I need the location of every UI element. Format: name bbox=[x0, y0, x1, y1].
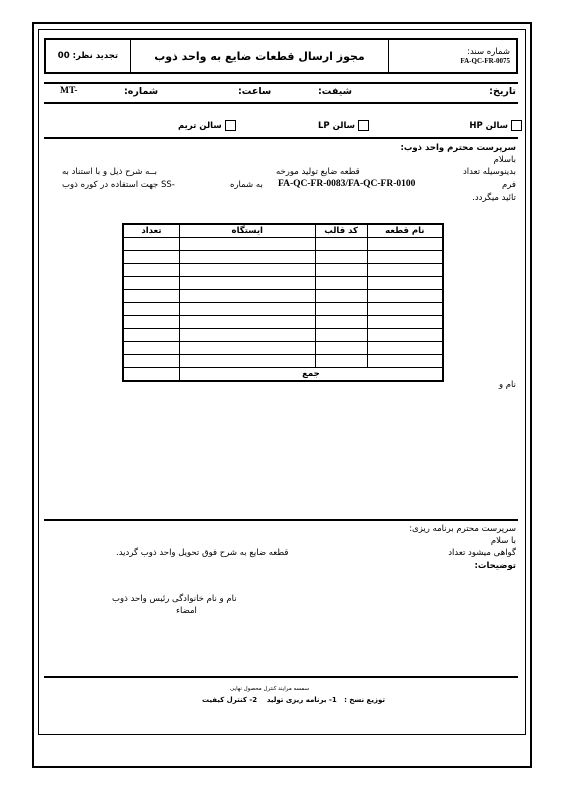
table-total-row bbox=[123, 368, 443, 382]
distribution bbox=[202, 696, 385, 704]
col-station: ایستگاه bbox=[179, 224, 315, 238]
certify-line-b: قطعه ضایع به شرح فوق تحویل واحد ذوب گردید. bbox=[116, 548, 289, 558]
table-row bbox=[123, 303, 443, 316]
copy-planning: 1- برنامه ریزی تولید bbox=[266, 696, 337, 704]
divider bbox=[44, 82, 518, 84]
table-row bbox=[123, 277, 443, 290]
notes-label: توضیحات: bbox=[474, 561, 516, 571]
hall-hp-checkbox[interactable] bbox=[511, 120, 522, 131]
table-row bbox=[123, 238, 443, 251]
divider bbox=[44, 137, 518, 139]
hall-hp-label: سالن HP bbox=[469, 121, 509, 131]
revision-text: تجدید نظر: 00 bbox=[57, 51, 119, 61]
body-line1-b: قطعه ضایع تولید مورخه bbox=[276, 167, 360, 177]
greeting: باسلام bbox=[493, 155, 516, 165]
hall-trim bbox=[178, 120, 236, 131]
addressee-planning: سرپرست محترم برنامه ریزی: bbox=[409, 524, 516, 534]
mt-label: MT- bbox=[60, 86, 78, 96]
total-label: جمع bbox=[179, 368, 443, 382]
hall-lp-label: سالن LP bbox=[318, 121, 356, 131]
distribution-label: توزیع نسخ : bbox=[344, 696, 385, 704]
time-label: ساعت: bbox=[238, 86, 272, 97]
table-row bbox=[123, 316, 443, 329]
body-line1-c: بــه شرح ذیل و با استناد به bbox=[62, 167, 157, 177]
table-header-row bbox=[123, 224, 443, 238]
doc-number-value: FA-QC-FR-0075 bbox=[460, 57, 510, 65]
divider bbox=[44, 102, 518, 104]
table-row bbox=[123, 290, 443, 303]
body-line3: تائید میگردد. bbox=[472, 193, 516, 203]
copy-quality: 2- کنترل کیفیت bbox=[202, 696, 258, 704]
body-line2-a: فرم bbox=[501, 180, 516, 190]
date-label: تاریخ: bbox=[489, 86, 516, 97]
hall-trim-checkbox[interactable] bbox=[225, 120, 236, 131]
col-mold-code: کد قالب bbox=[315, 224, 367, 238]
table-row bbox=[123, 329, 443, 342]
form-codes: FA-QC-FR-0083/FA-QC-FR-0100 bbox=[278, 179, 416, 189]
divider bbox=[44, 676, 518, 678]
document-owner: سمسه مرایند کنترل محصول نهایی bbox=[230, 686, 310, 692]
hall-lp bbox=[318, 120, 369, 131]
col-quantity: تعداد bbox=[123, 224, 179, 238]
body-line1-a: بدینوسیله تعداد bbox=[463, 167, 516, 177]
addressee-melting: سرپرست محترم واحد ذوب: bbox=[400, 143, 516, 153]
doc-number-cell bbox=[389, 40, 516, 72]
signature-name-label: نام و bbox=[498, 380, 516, 390]
table-row bbox=[123, 342, 443, 355]
shift-label: شیفت: bbox=[318, 86, 352, 97]
doc-number-label: شماره سند: bbox=[467, 47, 510, 57]
melting-head-name: نام و نام خانوادگی رئیس واحد ذوب bbox=[112, 594, 237, 604]
body-line2-b: به شماره bbox=[230, 180, 263, 190]
title-cell bbox=[131, 40, 389, 72]
table-row bbox=[123, 264, 443, 277]
body-line2-c: -SS جهت استفاده در کوره ذوب bbox=[62, 180, 175, 190]
hall-trim-label: سالن تریم bbox=[178, 121, 222, 131]
divider bbox=[44, 519, 518, 521]
revision-cell bbox=[46, 40, 131, 72]
signature-label: امضاء bbox=[176, 606, 197, 616]
hall-hp bbox=[469, 120, 522, 131]
number-label: شماره: bbox=[124, 86, 159, 97]
form-title: مجوز ارسال قطعات ضایع به واحد ذوب bbox=[154, 49, 365, 63]
table-row bbox=[123, 355, 443, 368]
certify-line-a: گواهی میشود تعداد bbox=[448, 548, 516, 558]
hall-lp-checkbox[interactable] bbox=[358, 120, 369, 131]
greeting-2: با سلام bbox=[490, 536, 516, 546]
inner-frame bbox=[38, 29, 526, 735]
form-header bbox=[44, 38, 518, 74]
total-value[interactable] bbox=[123, 368, 179, 382]
parts-table bbox=[122, 223, 444, 382]
table-row bbox=[123, 251, 443, 264]
col-part-name: نام قطعه bbox=[367, 224, 443, 238]
